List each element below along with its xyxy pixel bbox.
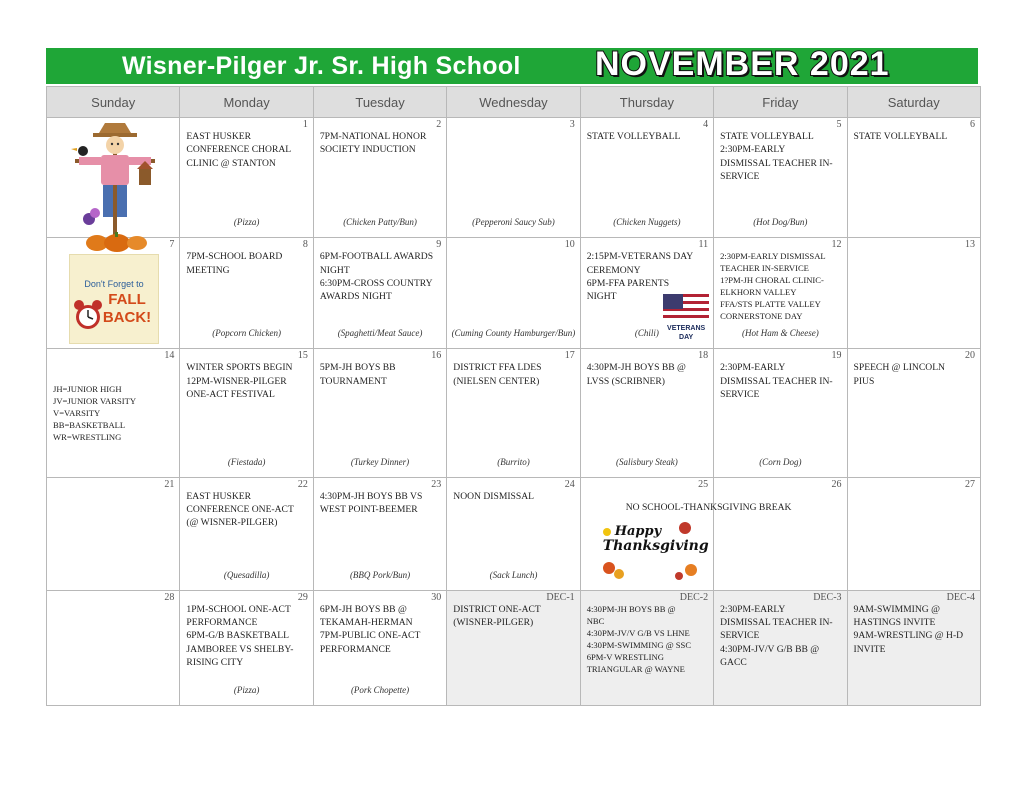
event-line: 9AM-WRESTLING @ H-D	[853, 630, 964, 642]
day-number: 7	[169, 239, 175, 251]
event-line: RISING CITY	[186, 656, 244, 668]
event-list	[587, 603, 707, 675]
event-line: STATE VOLLEYBALL	[720, 131, 814, 143]
day-cell	[47, 590, 180, 705]
event-line: GACC	[720, 656, 747, 668]
lunch-menu: (Burrito)	[497, 456, 530, 467]
day-cell	[47, 477, 180, 590]
day-cell	[847, 238, 980, 349]
event-line: CONFERENCE CHORAL	[186, 144, 292, 156]
event-line: 4:30PM-JH BOYS BB @	[586, 362, 686, 374]
day-cell	[313, 118, 446, 238]
event-line: NIGHT	[319, 264, 350, 276]
day-number: 5	[836, 119, 842, 131]
event-line: TEACHER IN-SERVICE	[720, 263, 809, 274]
event-line: MEETING	[186, 264, 230, 276]
event-line: 4:30PM-JV/V G/B VS LHNE	[586, 627, 690, 638]
day-cell	[47, 349, 180, 477]
event-list	[320, 490, 440, 517]
event-line: SERVICE	[720, 170, 760, 182]
event-line: 12PM-WISNER-PILGER	[186, 375, 287, 387]
event-line: 2:30PM-EARLY	[720, 362, 786, 374]
day-cell	[313, 349, 446, 477]
veterans-day-image: VETERANS DAY	[661, 292, 711, 344]
day-number: 10	[564, 239, 575, 251]
event-list	[186, 250, 306, 277]
week-row	[47, 349, 981, 477]
day-cell	[447, 590, 580, 705]
day-number: 9	[436, 239, 442, 251]
weekday-monday: Monday	[180, 87, 313, 118]
event-line: 4:30PM-SWIMMING @ SSC	[586, 639, 692, 650]
day-cell	[714, 238, 847, 349]
event-list	[453, 603, 573, 630]
day-cell	[180, 238, 313, 349]
scarecrow-image	[65, 121, 165, 251]
day-cell	[714, 477, 847, 590]
event-line: TRIANGULAR @ WAYNE	[586, 663, 685, 674]
event-line: DISMISSAL TEACHER IN-	[720, 157, 833, 169]
event-list	[720, 130, 840, 183]
event-list	[320, 603, 440, 656]
weekday-saturday: Saturday	[847, 87, 980, 118]
event-line: (WISNER-PILGER)	[453, 617, 534, 629]
lunch-menu: (Spaghetti/Meat Sauce)	[337, 328, 423, 339]
calendar-grid	[46, 86, 981, 706]
event-line: 7PM-PUBLIC ONE-ACT	[319, 630, 421, 642]
month-title: NOVEMBER 2021	[595, 45, 890, 83]
event-line: (NIELSEN CENTER)	[453, 375, 540, 387]
event-line: CLINIC @ STANTON	[186, 157, 276, 169]
abbreviation-legend	[53, 383, 173, 443]
school-title: Wisner-Pilger Jr. Sr. High School	[122, 52, 521, 80]
day-number: DEC-4	[946, 591, 975, 603]
day-number: 18	[698, 350, 709, 362]
day-number: DEC-3	[813, 591, 842, 603]
day-cell	[47, 118, 180, 238]
event-list	[186, 490, 306, 530]
day-cell	[313, 590, 446, 705]
event-line: PIUS	[853, 375, 875, 387]
day-cell	[313, 238, 446, 349]
day-cell	[447, 349, 580, 477]
event-line: CEREMONY	[586, 264, 641, 276]
day-number: 2	[436, 119, 442, 131]
event-line: SERVICE	[720, 389, 760, 400]
event-line: 6PM-V WRESTLING	[586, 651, 664, 662]
day-number: 28	[164, 591, 175, 603]
day-cell	[447, 118, 580, 238]
event-list	[854, 130, 974, 143]
day-number: 3	[569, 119, 575, 131]
week-row	[47, 238, 981, 349]
event-list	[186, 603, 306, 669]
event-line: CORNERSTONE DAY	[720, 311, 803, 322]
event-list	[720, 361, 840, 401]
event-line: 5PM-JH BOYS BB	[319, 362, 396, 374]
event-line: DISTRICT ONE-ACT	[453, 603, 541, 615]
day-cell	[580, 238, 713, 349]
event-line: 2:30PM-EARLY	[720, 603, 786, 615]
event-line: DISMISSAL TEACHER IN-	[720, 617, 833, 629]
event-line: (@ WISNER-PILGER)	[186, 517, 278, 529]
day-cell	[847, 118, 980, 238]
week-row	[47, 118, 981, 238]
lunch-menu: (Pepperoni Saucy Sub)	[472, 217, 555, 228]
event-list	[720, 603, 840, 669]
event-list	[320, 361, 440, 388]
day-cell	[714, 590, 847, 705]
day-number: DEC-2	[679, 591, 709, 603]
lunch-menu: (Chicken Nuggets)	[613, 217, 681, 228]
weekday-friday: Friday	[714, 87, 847, 118]
event-line: DISTRICT FFA LDES	[453, 362, 542, 374]
lunch-menu: (Hot Dog/Bun)	[753, 217, 808, 228]
event-line: SERVICE	[720, 630, 760, 642]
event-line: 6PM-FFA PARENTS	[586, 277, 670, 289]
lunch-menu: (BBQ Pork/Bun)	[349, 569, 411, 580]
happy-thanksgiving-image: Happy Thanksgiving	[599, 518, 699, 582]
event-line: TEKAMAH-HERMAN	[319, 617, 413, 629]
event-line: NOON DISMISSAL	[453, 490, 535, 502]
day-number: 4	[703, 119, 709, 131]
day-cell	[580, 349, 713, 477]
event-line: 2:30PM-EARLY DISMISSAL	[720, 251, 826, 262]
day-cell	[580, 118, 713, 238]
event-line: TOURNAMENT	[319, 375, 387, 387]
event-line: LVSS (SCRIBNER)	[586, 375, 665, 387]
day-number: 21	[164, 478, 175, 490]
day-number: 11	[698, 239, 709, 251]
day-number: 23	[431, 478, 442, 490]
lunch-menu: (Corn Dog)	[759, 456, 802, 467]
day-cell	[847, 590, 980, 705]
event-line: STATE VOLLEYBALL	[586, 131, 681, 143]
event-line: NIGHT	[586, 291, 617, 303]
lunch-menu: (Fiestada)	[227, 456, 266, 467]
event-line: 7PM-SCHOOL BOARD	[186, 251, 283, 263]
event-line: HASTINGS INVITE	[853, 617, 936, 629]
day-cell	[580, 590, 713, 705]
event-list	[854, 361, 974, 388]
event-line: 2:30PM-EARLY	[720, 144, 786, 156]
event-list	[320, 130, 440, 157]
event-list	[186, 361, 306, 401]
day-cell	[447, 477, 580, 590]
day-number: 13	[965, 239, 975, 251]
event-line: STATE VOLLEYBALL	[853, 131, 948, 143]
event-line: PERFORMANCE	[186, 617, 258, 629]
event-list	[320, 250, 440, 303]
event-list	[186, 130, 306, 170]
day-number: 1	[302, 119, 308, 131]
day-number: DEC-1	[546, 591, 575, 603]
event-line: 2:15PM-VETERANS DAY	[586, 251, 694, 263]
day-number: 20	[965, 350, 975, 362]
event-line: EAST HUSKER	[186, 131, 252, 143]
event-line: 1?PM-JH CHORAL CLINIC-	[720, 275, 824, 286]
weekday-thursday: Thursday	[580, 87, 713, 118]
day-number: 30	[431, 591, 442, 603]
lunch-menu: (Salisbury Steak)	[616, 456, 678, 467]
day-number: 17	[564, 350, 575, 362]
day-number: 26	[831, 478, 842, 490]
day-cell	[714, 118, 847, 238]
event-line: INVITE	[853, 643, 886, 655]
event-line: AWARDS NIGHT	[319, 291, 392, 303]
event-line: JV=JUNIOR VARSITY	[53, 396, 137, 407]
day-cell	[180, 590, 313, 705]
lunch-menu: (Sack Lunch)	[489, 569, 538, 580]
day-cell	[847, 477, 980, 590]
day-number: 15	[297, 350, 308, 362]
event-line: 6PM-JH BOYS BB @	[319, 603, 407, 615]
event-line: 6PM-G/B BASKETBALL	[186, 630, 290, 642]
event-line: NBC	[586, 615, 605, 626]
event-line: DISMISSAL TEACHER IN-	[720, 375, 833, 387]
day-number: 22	[297, 478, 308, 490]
event-line: 9AM-SWIMMING @	[853, 603, 940, 615]
lunch-menu: (Chili)	[634, 328, 659, 339]
event-line: SPEECH @ LINCOLN	[853, 362, 945, 374]
day-number: 6	[970, 119, 975, 131]
event-line: CONFERENCE ONE-ACT	[186, 503, 294, 515]
lunch-menu: (Popcorn Chicken)	[212, 328, 281, 339]
lunch-menu: (Hot Ham & Cheese)	[741, 328, 819, 339]
event-line: 4:30PM-JH BOYS BB VS	[319, 490, 423, 502]
lunch-menu: (Pizza)	[233, 685, 260, 695]
lunch-menu: (Turkey Dinner)	[350, 456, 410, 467]
event-list	[587, 130, 707, 143]
day-cell	[180, 477, 313, 590]
event-line: ONE-ACT FESTIVAL	[186, 389, 275, 400]
week-row	[47, 477, 981, 590]
day-cell	[47, 238, 180, 349]
event-list	[453, 490, 573, 503]
lunch-menu: (Pork Chopette)	[350, 685, 410, 695]
day-cell	[180, 118, 313, 238]
event-line: 6PM-FOOTBALL AWARDS	[319, 251, 434, 263]
event-line: WINTER SPORTS BEGIN	[186, 362, 293, 374]
lunch-menu: (Chicken Patty/Bun)	[343, 217, 417, 228]
day-number: 25	[698, 478, 709, 490]
day-cell	[847, 349, 980, 477]
event-line: 4:30PM-JV/V G/B BB @	[720, 643, 820, 655]
day-cell	[447, 238, 580, 349]
thanksgiving-break-label: NO SCHOOL-THANKSGIVING BREAK	[625, 501, 792, 513]
day-number: 8	[302, 239, 308, 251]
event-line: 6:30PM-CROSS COUNTRY	[319, 277, 433, 289]
event-list	[720, 250, 840, 322]
alarm-clock-icon	[74, 299, 102, 333]
event-line: 4:30PM-JH BOYS BB @	[586, 603, 676, 614]
event-line: WEST POINT-BEEMER	[319, 503, 418, 515]
event-list	[587, 361, 707, 388]
day-number: 29	[297, 591, 308, 603]
weekday-wednesday: Wednesday	[447, 87, 580, 118]
event-line: PERFORMANCE	[319, 643, 391, 655]
event-list	[453, 361, 573, 388]
event-line: ELKHORN VALLEY	[720, 287, 797, 298]
event-list	[854, 603, 974, 656]
day-number: 27	[965, 478, 975, 490]
day-cell	[180, 349, 313, 477]
weekday-sunday: Sunday	[47, 87, 180, 118]
event-line: 7PM-NATIONAL HONOR	[319, 131, 427, 143]
day-number: 19	[831, 350, 842, 362]
event-line: JH=JUNIOR HIGH	[53, 384, 122, 395]
weekday-header-row	[47, 87, 981, 118]
event-line: 1PM-SCHOOL ONE-ACT	[186, 603, 291, 615]
fall-back-sign: Don't Forget to FALL BACK!	[69, 254, 159, 344]
weekday-tuesday: Tuesday	[313, 87, 446, 118]
event-line: JAMBOREE VS SHELBY-	[186, 643, 294, 655]
event-line: WR=WRESTLING	[53, 432, 122, 443]
event-line: EAST HUSKER	[186, 490, 252, 502]
day-number: 14	[164, 350, 175, 362]
event-line: SOCIETY INDUCTION	[319, 144, 416, 156]
lunch-menu: (Pizza)	[233, 217, 260, 228]
event-line: BB=BASKETBALL	[53, 420, 126, 431]
day-cell	[580, 477, 792, 590]
event-list	[587, 250, 707, 303]
day-number: 24	[564, 478, 575, 490]
day-cell	[313, 477, 446, 590]
event-line: FFA/STS PLATTE VALLEY	[720, 299, 821, 310]
day-cell	[714, 349, 847, 477]
day-number: 16	[431, 350, 442, 362]
day-number: 12	[831, 239, 842, 251]
lunch-menu: (Quesadilla)	[223, 569, 270, 580]
event-line: V=VARSITY	[53, 408, 101, 419]
week-row	[47, 590, 981, 705]
lunch-menu: (Cuming County Hamburger/Bun)	[451, 328, 576, 339]
